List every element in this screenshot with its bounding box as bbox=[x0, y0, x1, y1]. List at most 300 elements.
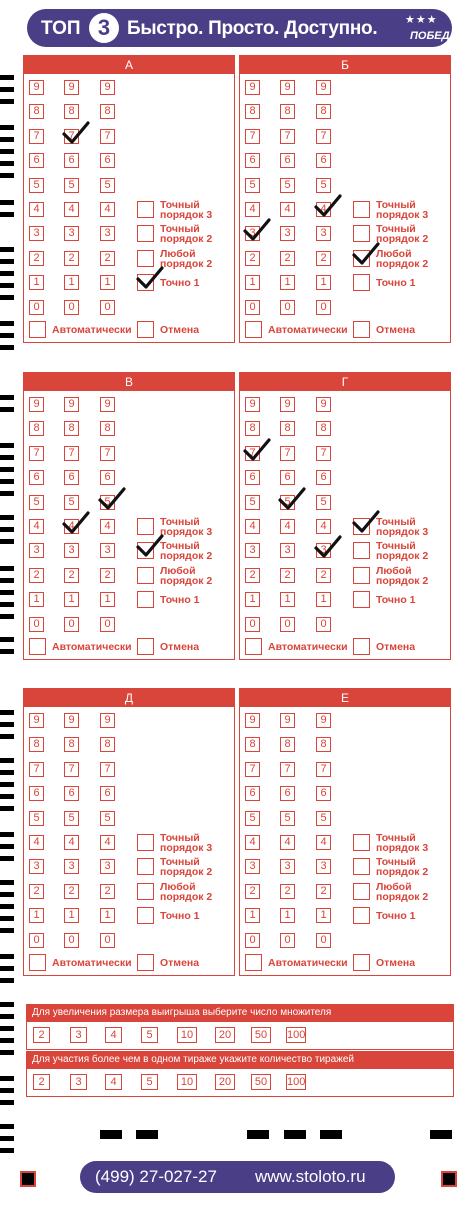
number-box[interactable]: 2 bbox=[29, 568, 44, 583]
number-box[interactable]: 3 bbox=[280, 226, 295, 241]
option-exactly-1-checkbox[interactable] bbox=[353, 274, 370, 291]
number-box[interactable]: 8 bbox=[316, 104, 331, 119]
multiplier-option-50[interactable]: 50 bbox=[251, 1027, 271, 1043]
number-box[interactable]: 9 bbox=[100, 397, 115, 412]
cancel-checkbox[interactable] bbox=[137, 954, 154, 971]
number-box[interactable]: 1 bbox=[64, 592, 79, 607]
number-box[interactable]: 1 bbox=[64, 908, 79, 923]
number-box[interactable]: 9 bbox=[29, 80, 44, 95]
number-box[interactable]: 5 bbox=[29, 811, 44, 826]
cancel-checkbox[interactable] bbox=[353, 321, 370, 338]
timing-mark bbox=[0, 904, 14, 909]
timing-mark bbox=[0, 247, 14, 252]
number-box[interactable]: 5 bbox=[100, 811, 115, 826]
option-any-order-2-checkbox[interactable] bbox=[137, 883, 154, 900]
number-box[interactable]: 5 bbox=[64, 811, 79, 826]
number-box[interactable]: 8 bbox=[280, 421, 295, 436]
option-label bbox=[376, 541, 436, 561]
timing-mark bbox=[0, 1014, 14, 1019]
multiplier-option-10[interactable]: 10 bbox=[177, 1027, 197, 1043]
number-box[interactable]: 7 bbox=[280, 446, 295, 461]
number-box[interactable]: 8 bbox=[245, 104, 260, 119]
number-box[interactable]: 0 bbox=[280, 617, 295, 632]
number-box[interactable]: 3 bbox=[29, 226, 44, 241]
option-exact-order-3-checkbox[interactable] bbox=[137, 201, 154, 218]
game-panel bbox=[23, 55, 235, 343]
option-label: Точно 1 bbox=[376, 594, 416, 607]
number-box[interactable]: 8 bbox=[64, 737, 79, 752]
brand-pobeda: ПОБЕДА bbox=[410, 30, 458, 42]
option-exact-order-3-checkbox[interactable] bbox=[137, 518, 154, 535]
number-box[interactable]: 0 bbox=[29, 300, 44, 315]
timing-mark bbox=[0, 978, 14, 983]
game-panel bbox=[23, 688, 235, 976]
timing-mark bbox=[0, 954, 14, 959]
ticket-header bbox=[27, 9, 458, 47]
timing-mark bbox=[0, 527, 14, 532]
option-exact-order-2-checkbox[interactable] bbox=[353, 225, 370, 242]
auto-checkbox[interactable] bbox=[245, 321, 262, 338]
number-box[interactable]: 9 bbox=[245, 80, 260, 95]
number-box[interactable]: 2 bbox=[64, 884, 79, 899]
number-box[interactable]: 4 bbox=[100, 202, 115, 217]
number-box[interactable]: 4 bbox=[100, 835, 115, 850]
panel-title: Е bbox=[240, 689, 450, 707]
number-box[interactable]: 2 bbox=[100, 568, 115, 583]
number-box[interactable]: 1 bbox=[280, 275, 295, 290]
number-box[interactable]: 3 bbox=[245, 226, 260, 241]
option-exactly-1-checkbox[interactable] bbox=[137, 274, 154, 291]
number-box[interactable]: 8 bbox=[280, 737, 295, 752]
number-box[interactable]: 6 bbox=[316, 470, 331, 485]
number-box[interactable]: 5 bbox=[280, 495, 295, 510]
number-box[interactable]: 8 bbox=[29, 421, 44, 436]
number-box[interactable]: 7 bbox=[245, 446, 260, 461]
number-box[interactable]: 3 bbox=[100, 226, 115, 241]
draws-option-10[interactable]: 10 bbox=[177, 1074, 197, 1090]
number-box[interactable]: 5 bbox=[280, 178, 295, 193]
timing-mark bbox=[0, 259, 14, 264]
option-exact-order-3-checkbox[interactable] bbox=[137, 834, 154, 851]
option-exactly-1-checkbox[interactable] bbox=[137, 907, 154, 924]
number-box[interactable]: 6 bbox=[100, 470, 115, 485]
option-label-line: порядок 2 bbox=[376, 890, 429, 903]
option-label-line: Точный bbox=[376, 223, 416, 236]
number-box[interactable]: 0 bbox=[64, 300, 79, 315]
number-box[interactable]: 8 bbox=[29, 104, 44, 119]
multiplier-option-20[interactable]: 20 bbox=[215, 1027, 235, 1043]
corner-mark-right bbox=[441, 1171, 457, 1187]
number-box[interactable]: 3 bbox=[64, 859, 79, 874]
number-box[interactable]: 7 bbox=[64, 129, 79, 144]
number-box[interactable]: 8 bbox=[316, 737, 331, 752]
number-box[interactable]: 2 bbox=[29, 251, 44, 266]
number-box[interactable]: 9 bbox=[64, 397, 79, 412]
number-box[interactable]: 3 bbox=[64, 543, 79, 558]
number-box[interactable]: 8 bbox=[100, 737, 115, 752]
number-box[interactable]: 1 bbox=[316, 908, 331, 923]
number-box[interactable]: 2 bbox=[245, 568, 260, 583]
number-box[interactable]: 5 bbox=[280, 811, 295, 826]
number-box[interactable]: 1 bbox=[29, 908, 44, 923]
number-box[interactable]: 6 bbox=[245, 786, 260, 801]
option-any-order-2-checkbox[interactable] bbox=[137, 250, 154, 267]
number-box[interactable]: 2 bbox=[316, 884, 331, 899]
option-label bbox=[160, 200, 220, 220]
number-box[interactable]: 3 bbox=[100, 543, 115, 558]
number-box[interactable]: 4 bbox=[280, 202, 295, 217]
number-box[interactable]: 5 bbox=[316, 495, 331, 510]
number-box[interactable]: 5 bbox=[245, 495, 260, 510]
number-box[interactable]: 9 bbox=[100, 713, 115, 728]
number-box[interactable]: 6 bbox=[29, 786, 44, 801]
option-label-line: Любой bbox=[160, 880, 196, 893]
option-label-line: Точный bbox=[376, 540, 416, 553]
number-box[interactable]: 5 bbox=[29, 178, 44, 193]
website-link[interactable]: www.stoloto.ru bbox=[255, 1167, 366, 1186]
number-box[interactable]: 2 bbox=[29, 884, 44, 899]
number-box[interactable]: 9 bbox=[280, 713, 295, 728]
option-label-line: Точный bbox=[160, 832, 200, 844]
game-panel bbox=[23, 372, 235, 660]
number-box[interactable]: 8 bbox=[280, 104, 295, 119]
timing-mark bbox=[0, 200, 14, 205]
number-box[interactable]: 1 bbox=[280, 592, 295, 607]
number-box[interactable]: 5 bbox=[245, 178, 260, 193]
number-box[interactable]: 5 bbox=[316, 811, 331, 826]
number-box[interactable]: 5 bbox=[64, 495, 79, 510]
option-exact-order-3-checkbox[interactable] bbox=[353, 201, 370, 218]
number-box[interactable]: 3 bbox=[316, 859, 331, 874]
number-box[interactable]: 3 bbox=[280, 543, 295, 558]
number-box[interactable]: 2 bbox=[100, 251, 115, 266]
number-box[interactable]: 7 bbox=[29, 129, 44, 144]
number-box[interactable]: 1 bbox=[316, 275, 331, 290]
timing-mark bbox=[0, 395, 14, 400]
option-exact-order-2-checkbox[interactable] bbox=[137, 542, 154, 559]
number-box[interactable]: 7 bbox=[100, 762, 115, 777]
number-box[interactable]: 9 bbox=[316, 397, 331, 412]
number-box[interactable]: 2 bbox=[280, 251, 295, 266]
cancel-label: Отмена bbox=[376, 957, 416, 969]
option-exact-order-3-checkbox[interactable] bbox=[353, 518, 370, 535]
number-box[interactable]: 5 bbox=[100, 495, 115, 510]
number-box[interactable]: 1 bbox=[100, 275, 115, 290]
number-box[interactable]: 5 bbox=[100, 178, 115, 193]
option-exact-order-2-checkbox[interactable] bbox=[137, 225, 154, 242]
number-box[interactable]: 0 bbox=[29, 617, 44, 632]
number-box[interactable]: 2 bbox=[64, 251, 79, 266]
number-box[interactable]: 9 bbox=[29, 713, 44, 728]
option-exact-order-2-checkbox[interactable] bbox=[137, 858, 154, 875]
option-label-line: порядок 3 bbox=[160, 526, 213, 538]
number-box[interactable]: 4 bbox=[29, 202, 44, 217]
number-box[interactable]: 8 bbox=[100, 421, 115, 436]
number-box[interactable]: 5 bbox=[64, 178, 79, 193]
auto-label: Автоматически bbox=[52, 324, 132, 336]
timing-mark bbox=[0, 782, 14, 787]
timing-mark bbox=[0, 149, 14, 154]
multiplier-option-2[interactable]: 2 bbox=[33, 1027, 50, 1043]
number-box[interactable]: 1 bbox=[100, 592, 115, 607]
number-box[interactable]: 6 bbox=[245, 470, 260, 485]
number-box[interactable]: 2 bbox=[280, 568, 295, 583]
timing-mark bbox=[0, 125, 14, 130]
option-any-order-2-checkbox[interactable] bbox=[353, 250, 370, 267]
number-box[interactable]: 2 bbox=[316, 568, 331, 583]
cancel-checkbox[interactable] bbox=[137, 321, 154, 338]
option-exact-order-3-checkbox[interactable] bbox=[353, 834, 370, 851]
number-box[interactable]: 4 bbox=[316, 202, 331, 217]
option-exact-order-2-checkbox[interactable] bbox=[353, 858, 370, 875]
number-box[interactable]: 3 bbox=[316, 543, 331, 558]
number-box[interactable]: 4 bbox=[64, 519, 79, 534]
timing-mark bbox=[0, 1148, 14, 1153]
number-box[interactable]: 0 bbox=[316, 933, 331, 948]
number-box[interactable]: 1 bbox=[245, 592, 260, 607]
number-box[interactable]: 9 bbox=[64, 713, 79, 728]
option-label bbox=[376, 517, 436, 537]
number-box[interactable]: 9 bbox=[280, 397, 295, 412]
number-box[interactable]: 2 bbox=[100, 884, 115, 899]
option-label-line: порядок 2 bbox=[160, 866, 213, 879]
option-exactly-1-checkbox[interactable] bbox=[137, 591, 154, 608]
number-box[interactable]: 1 bbox=[29, 275, 44, 290]
multiplier-options bbox=[26, 1022, 454, 1050]
number-box[interactable]: 4 bbox=[29, 835, 44, 850]
number-box[interactable]: 4 bbox=[29, 519, 44, 534]
timing-mark bbox=[0, 515, 14, 520]
option-label bbox=[376, 249, 436, 269]
number-box[interactable]: 6 bbox=[316, 786, 331, 801]
number-box[interactable]: 7 bbox=[316, 129, 331, 144]
number-box[interactable]: 3 bbox=[100, 859, 115, 874]
number-box[interactable]: 6 bbox=[316, 153, 331, 168]
option-label-line: порядок 2 bbox=[376, 574, 429, 587]
number-box[interactable]: 6 bbox=[29, 470, 44, 485]
number-box[interactable]: 6 bbox=[64, 470, 79, 485]
option-exactly-1-checkbox[interactable] bbox=[353, 907, 370, 924]
number-box[interactable]: 4 bbox=[245, 835, 260, 850]
timing-mark bbox=[0, 1088, 14, 1093]
number-box[interactable]: 0 bbox=[245, 933, 260, 948]
auto-checkbox[interactable] bbox=[29, 638, 46, 655]
number-box[interactable]: 9 bbox=[280, 80, 295, 95]
number-box[interactable]: 7 bbox=[29, 446, 44, 461]
number-box[interactable]: 7 bbox=[280, 762, 295, 777]
multiplier-option-4[interactable]: 4 bbox=[105, 1027, 122, 1043]
timing-mark bbox=[0, 758, 14, 763]
timing-mark bbox=[0, 1100, 14, 1105]
timing-mark bbox=[0, 1050, 14, 1055]
number-box[interactable]: 1 bbox=[245, 908, 260, 923]
option-label bbox=[376, 224, 436, 244]
multiplier-option-100[interactable]: 100 bbox=[287, 1029, 306, 1041]
timing-mark bbox=[0, 99, 14, 104]
number-box[interactable]: 0 bbox=[280, 933, 295, 948]
number-box[interactable]: 4 bbox=[245, 202, 260, 217]
number-box[interactable]: 2 bbox=[64, 568, 79, 583]
number-box[interactable]: 6 bbox=[64, 153, 79, 168]
number-box[interactable]: 3 bbox=[29, 859, 44, 874]
number-box[interactable]: 1 bbox=[100, 908, 115, 923]
number-box[interactable]: 6 bbox=[64, 786, 79, 801]
option-label-line: порядок 3 bbox=[160, 842, 213, 854]
number-box[interactable]: 7 bbox=[245, 762, 260, 777]
number-box[interactable]: 1 bbox=[245, 275, 260, 290]
number-box[interactable]: 4 bbox=[245, 519, 260, 534]
number-box[interactable]: 2 bbox=[280, 884, 295, 899]
option-label-line: порядок 3 bbox=[376, 526, 429, 538]
logo-number-badge: 3 bbox=[89, 13, 119, 43]
option-label bbox=[376, 566, 436, 586]
stars-icon: ★★★ bbox=[405, 14, 438, 26]
number-box[interactable]: 0 bbox=[29, 933, 44, 948]
number-box[interactable]: 0 bbox=[64, 933, 79, 948]
option-label-line: порядок 2 bbox=[160, 257, 213, 270]
timing-mark bbox=[0, 1002, 14, 1007]
bottom-timing-mark bbox=[136, 1130, 158, 1139]
auto-checkbox[interactable] bbox=[245, 954, 262, 971]
option-any-order-2-checkbox[interactable] bbox=[137, 567, 154, 584]
option-any-order-2-checkbox[interactable] bbox=[353, 567, 370, 584]
number-box[interactable]: 6 bbox=[280, 786, 295, 801]
number-box[interactable]: 9 bbox=[100, 80, 115, 95]
number-box[interactable]: 8 bbox=[245, 421, 260, 436]
draws-option-4[interactable]: 4 bbox=[105, 1074, 122, 1090]
number-box[interactable]: 0 bbox=[100, 617, 115, 632]
timing-mark bbox=[0, 794, 14, 799]
option-exactly-1-checkbox[interactable] bbox=[353, 591, 370, 608]
number-box[interactable]: 3 bbox=[245, 859, 260, 874]
number-box[interactable]: 8 bbox=[29, 737, 44, 752]
number-box[interactable]: 0 bbox=[280, 300, 295, 315]
draws-option-20[interactable]: 20 bbox=[215, 1074, 235, 1090]
number-box[interactable]: 6 bbox=[245, 153, 260, 168]
option-label-line: порядок 2 bbox=[160, 233, 213, 246]
draws-option-2[interactable]: 2 bbox=[33, 1074, 50, 1090]
option-any-order-2-checkbox[interactable] bbox=[353, 883, 370, 900]
number-box[interactable]: 0 bbox=[316, 617, 331, 632]
number-box[interactable]: 7 bbox=[64, 446, 79, 461]
number-box[interactable]: 0 bbox=[100, 300, 115, 315]
multiplier-option-5[interactable]: 5 bbox=[141, 1027, 158, 1043]
cancel-label: Отмена bbox=[160, 324, 200, 336]
option-label: Точно 1 bbox=[160, 277, 200, 290]
option-label bbox=[160, 566, 220, 586]
draws-option-100[interactable]: 100 bbox=[287, 1076, 306, 1088]
corner-mark-left bbox=[20, 1171, 36, 1187]
number-box[interactable]: 9 bbox=[245, 397, 260, 412]
option-label-line: порядок 2 bbox=[376, 550, 429, 563]
number-box[interactable]: 8 bbox=[316, 421, 331, 436]
number-box[interactable]: 7 bbox=[29, 762, 44, 777]
number-box[interactable]: 8 bbox=[245, 737, 260, 752]
number-box[interactable]: 9 bbox=[316, 713, 331, 728]
cancel-checkbox[interactable] bbox=[353, 954, 370, 971]
number-box[interactable]: 9 bbox=[64, 80, 79, 95]
auto-checkbox[interactable] bbox=[245, 638, 262, 655]
option-label: Точно 1 bbox=[376, 277, 416, 290]
number-box[interactable]: 0 bbox=[64, 617, 79, 632]
cancel-checkbox[interactable] bbox=[137, 638, 154, 655]
number-box[interactable]: 7 bbox=[316, 762, 331, 777]
number-box[interactable]: 7 bbox=[280, 129, 295, 144]
number-box[interactable]: 7 bbox=[100, 446, 115, 461]
number-box[interactable]: 8 bbox=[64, 421, 79, 436]
number-box[interactable]: 5 bbox=[316, 178, 331, 193]
number-box[interactable]: 8 bbox=[100, 104, 115, 119]
number-box[interactable]: 5 bbox=[245, 811, 260, 826]
number-box[interactable]: 1 bbox=[316, 592, 331, 607]
timing-mark bbox=[0, 479, 14, 484]
number-box[interactable]: 8 bbox=[64, 104, 79, 119]
draws-option-3[interactable]: 3 bbox=[70, 1074, 87, 1090]
number-box[interactable]: 4 bbox=[316, 835, 331, 850]
number-box[interactable]: 6 bbox=[280, 470, 295, 485]
multiplier-option-3[interactable]: 3 bbox=[70, 1027, 87, 1043]
number-box[interactable]: 3 bbox=[245, 543, 260, 558]
number-box[interactable]: 7 bbox=[316, 446, 331, 461]
draws-option-5[interactable]: 5 bbox=[141, 1074, 158, 1090]
number-box[interactable]: 9 bbox=[29, 397, 44, 412]
cancel-checkbox[interactable] bbox=[353, 638, 370, 655]
number-box[interactable]: 4 bbox=[316, 519, 331, 534]
bottom-timing-mark bbox=[430, 1130, 452, 1139]
draws-option-50[interactable]: 50 bbox=[251, 1074, 271, 1090]
option-exact-order-2-checkbox[interactable] bbox=[353, 542, 370, 559]
number-box[interactable]: 0 bbox=[100, 933, 115, 948]
option-label bbox=[160, 517, 220, 537]
number-box[interactable]: 1 bbox=[64, 275, 79, 290]
number-box[interactable]: 0 bbox=[316, 300, 331, 315]
number-box[interactable]: 9 bbox=[245, 713, 260, 728]
number-box[interactable]: 2 bbox=[245, 251, 260, 266]
number-box[interactable]: 6 bbox=[100, 153, 115, 168]
number-box[interactable]: 4 bbox=[280, 519, 295, 534]
number-box[interactable]: 3 bbox=[280, 859, 295, 874]
number-box[interactable]: 6 bbox=[280, 153, 295, 168]
number-box[interactable]: 6 bbox=[100, 786, 115, 801]
number-box[interactable]: 3 bbox=[29, 543, 44, 558]
number-box[interactable]: 3 bbox=[316, 226, 331, 241]
number-box[interactable]: 3 bbox=[64, 226, 79, 241]
panel-title: В bbox=[24, 373, 234, 391]
auto-checkbox[interactable] bbox=[29, 954, 46, 971]
number-box[interactable]: 4 bbox=[280, 835, 295, 850]
auto-checkbox[interactable] bbox=[29, 321, 46, 338]
number-box[interactable]: 4 bbox=[64, 835, 79, 850]
number-box[interactable]: 7 bbox=[64, 762, 79, 777]
timing-mark bbox=[0, 467, 14, 472]
number-box[interactable]: 5 bbox=[29, 495, 44, 510]
number-box[interactable]: 4 bbox=[100, 519, 115, 534]
number-box[interactable]: 7 bbox=[245, 129, 260, 144]
option-label bbox=[160, 249, 220, 269]
number-box[interactable]: 1 bbox=[280, 908, 295, 923]
cancel-label: Отмена bbox=[376, 324, 416, 336]
number-box[interactable]: 7 bbox=[100, 129, 115, 144]
number-box[interactable]: 0 bbox=[245, 300, 260, 315]
number-box[interactable]: 0 bbox=[245, 617, 260, 632]
number-box[interactable]: 6 bbox=[29, 153, 44, 168]
number-box[interactable]: 4 bbox=[64, 202, 79, 217]
number-box[interactable]: 9 bbox=[316, 80, 331, 95]
number-box[interactable]: 2 bbox=[316, 251, 331, 266]
number-box[interactable]: 1 bbox=[29, 592, 44, 607]
number-box[interactable]: 2 bbox=[245, 884, 260, 899]
option-label bbox=[376, 200, 436, 220]
